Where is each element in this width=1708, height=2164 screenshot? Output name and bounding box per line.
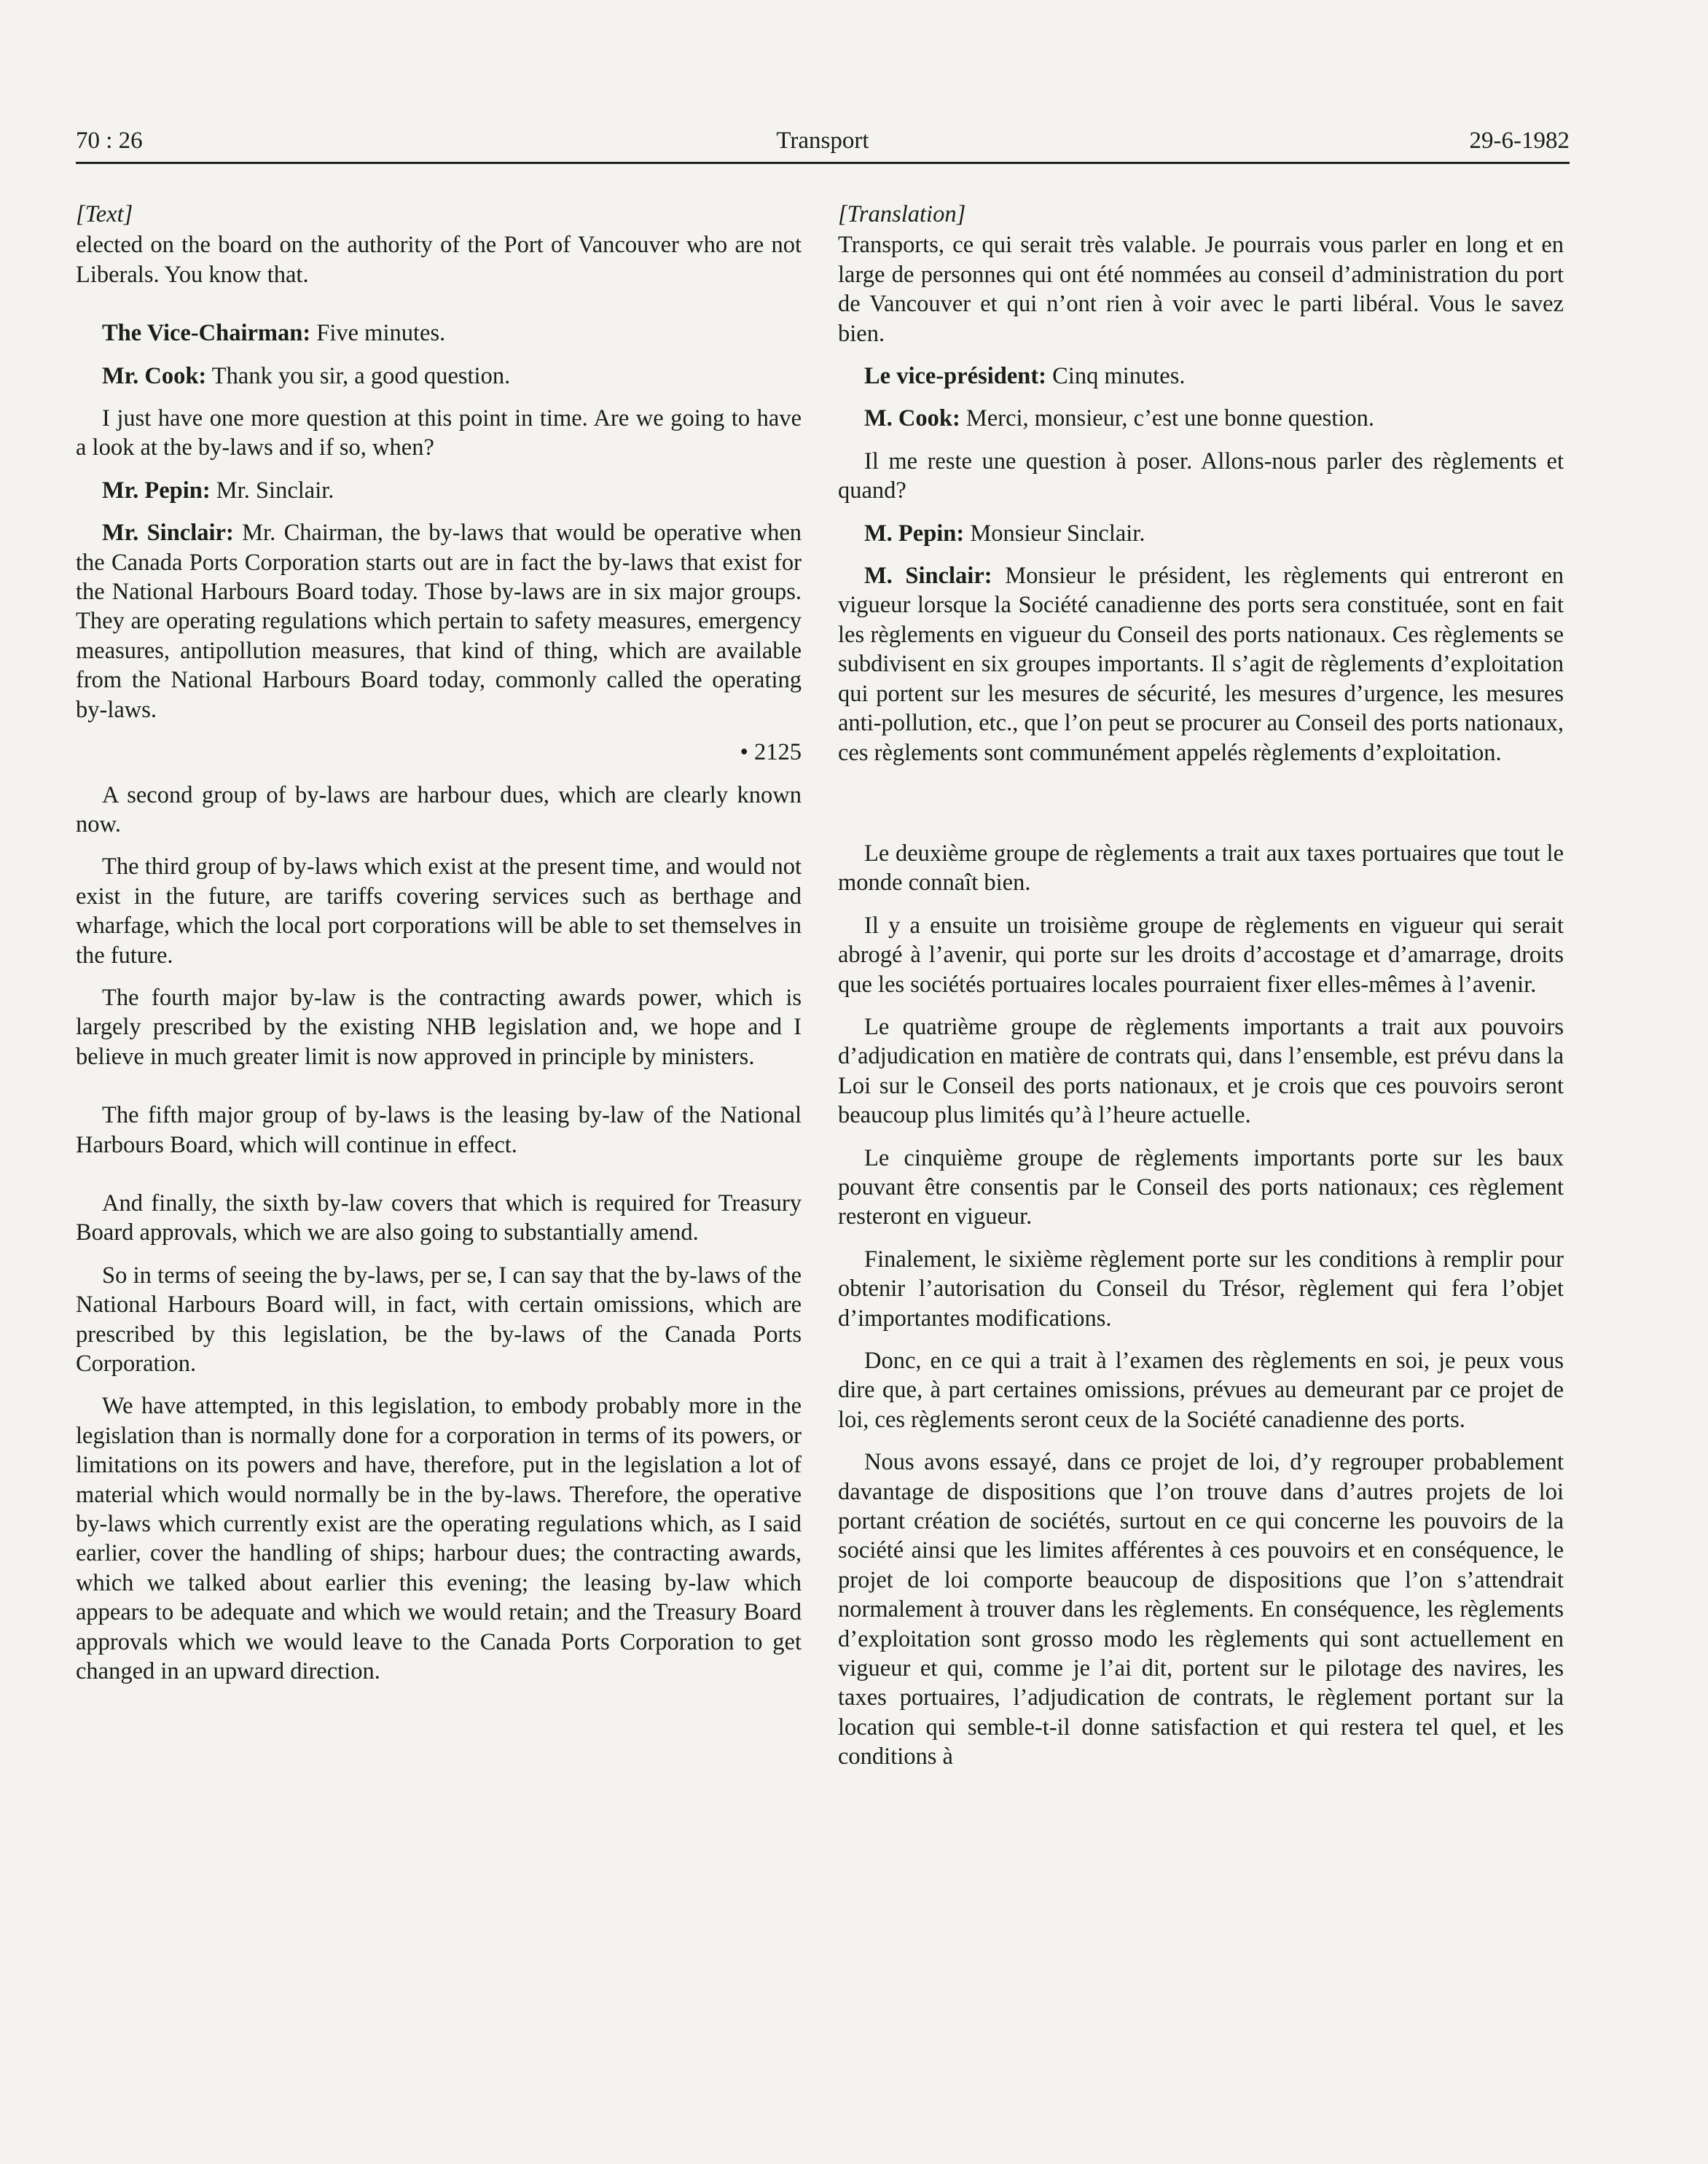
- time-marker: • 2125: [740, 739, 802, 766]
- paragraph: The fifth major group of by-laws is the leasing by-law of the National Harbours Board, which will continue in effect.: [76, 1102, 802, 1158]
- running-title: Transport: [776, 128, 869, 154]
- speaker-name: M. Sinclair:: [864, 563, 992, 590]
- paragraph: The third group of by-laws which exist at the present time, and would not exist in the future, are tariffs covering services such as berthage and wharfage, which the local port corporations will be able to set themselves in the future.: [76, 854, 802, 969]
- paragraph: Il y a ensuite un troisième groupe de règlements en vigueur qui serait abrogé à l’avenir, qui porte sur les droits d’accostage et d’amarrage, droits que les sociétés portuaires locales pourraient fixer elles-mêmes à l’avenir.: [838, 912, 1564, 998]
- page-date: 29-6-1982: [1469, 128, 1570, 154]
- paragraph: M. Cook: Merci, monsieur, c’est une bonne question.: [864, 405, 1375, 432]
- speaker-name: Mr. Cook:: [102, 362, 207, 389]
- speaker-name: Mr. Sinclair:: [102, 520, 234, 547]
- paragraph: Il me reste une question à poser. Allons-nous parler des règlements et quand?: [838, 448, 1564, 504]
- page-header: [76, 122, 1570, 164]
- page-number: 70 : 26: [76, 128, 143, 154]
- paragraph: Le deuxième groupe de règlements a trait aux taxes portuaires que tout le monde connaît bien.: [838, 840, 1564, 897]
- speaker-name: M. Cook:: [864, 405, 960, 432]
- paragraph: M. Sinclair: Monsieur le président, les règlements qui entreront en vigueur lorsque la Société canadienne des ports sera constituée, sont en fait les règlements en vigueur du Conseil des ports nationaux. Ces règlements se subdivisent en six groupes importants. Il s’agit de règlements d’exploitation qui portent sur les mesures de sécurité, les mesures d’urgence, les mesures anti-pollution, etc., que l’on peut se procurer au Conseil des ports nationaux, ces règlements sont communément appelés règlements d’exploitation.: [838, 563, 1564, 766]
- paragraph: elected on the board on the authority of the Port of Vancouver who are not Liberals. You know that.: [76, 232, 802, 288]
- paragraph: Mr. Sinclair: Mr. Chairman, the by-laws that would be operative when the Canada Ports Corporation starts out are in fact the by-laws that exist for the National Harbours Board today. Those by-laws are in six major groups. They are operating regulations which pertain to safety measures, emergency measures, antipollution measures, that kind of thing, which are available from the National Harbours Board today, commonly called the operating by-laws.: [76, 520, 802, 723]
- english-column: [76, 200, 802, 1699]
- speaker-name: Le vice-président:: [864, 363, 1047, 390]
- paragraph: Mr. Pepin: Mr. Sinclair.: [102, 477, 334, 504]
- french-column: [838, 200, 1564, 1785]
- paragraph: We have attempted, in this legislation, to embody probably more in the legislation than is normally done for a corporation in terms of its powers, or limitations on its powers and have, therefore, put in the legislation a lot of material which would normally be in the by-laws. Therefore, the operative by-laws which currently exist are the operating regulations which, as I said earlier, cover the handling of ships; harbour dues; the contracting awards, which we talked about earlier this evening; the leasing by-law which appears to be adequate and which we would retain; and the Treasury Board approvals which we would leave to the Canada Ports Corporation to get changed in an upward direction.: [76, 1393, 802, 1685]
- paragraph: Finalement, le sixième règlement porte sur les conditions à remplir pour obtenir l’autorisation du Conseil du Trésor, règlement qui fera l’objet d’importantes modifications.: [838, 1246, 1564, 1332]
- paragraph: Donc, en ce qui a trait à l’examen des règlements en soi, je peux vous dire que, à part certaines omissions, prévues au demeurant par ce projet de loi, ces règlements seront ceux de la Société canadienne des ports.: [838, 1348, 1564, 1433]
- paragraph: I just have one more question at this point in time. Are we going to have a look at the by-laws and if so, when?: [76, 405, 802, 461]
- paragraph: M. Pepin: Monsieur Sinclair.: [864, 520, 1145, 547]
- speaker-name: M. Pepin:: [864, 520, 965, 547]
- paragraph: So in terms of seeing the by-laws, per se, I can say that the by-laws of the National Harbours Board will, in fact, with certain omissions, which are prescribed by this legislation, be the by-laws of the Canada Ports Corporation.: [76, 1262, 802, 1377]
- paragraph: Mr. Cook: Thank you sir, a good question.: [102, 362, 511, 389]
- paragraph: And finally, the sixth by-law covers that which is required for Treasury Board approvals, which we are also going to substantially amend.: [76, 1190, 802, 1246]
- translation-label: [Translation]: [838, 201, 966, 227]
- paragraph: The Vice-Chairman: Five minutes.: [102, 320, 446, 347]
- paragraph: Le vice-président: Cinq minutes.: [864, 363, 1186, 390]
- text-label: [Text]: [76, 201, 133, 227]
- paragraph: A second group of by-laws are harbour dues, which are clearly known now.: [76, 781, 802, 837]
- paragraph: Transports, ce qui serait très valable. Je pourrais vous parler en long et en large de personnes qui ont été nommées au conseil d’administration du port de Vancouver et qui n’ont rien à voir avec le parti libéral. Vous le savez bien.: [838, 232, 1564, 347]
- paragraph: Nous avons essayé, dans ce projet de loi, d’y regrouper probablement davantage de dispositions que l’on trouve dans d’autres projets de loi portant création de sociétés, surtout en ce qui concerne les pouvoirs de la société ainsi que les limites afférentes à ces pouvoirs et en conséquence, le projet de loi comporte beaucoup de dispositions que l’on s’attendrait normalement à trouver dans les règlements. En conséquence, les règlements d’exploitation sont grosso modo les règlements qui sont actuellement en vigueur et qui, comme je l’ai dit, portent sur le pilotage des navires, les taxes portuaires, l’adjudication de contrats, le règlement portant sur la location qui semble-t-il donne satisfaction et qui restera tel quel, et les conditions à: [838, 1449, 1564, 1770]
- paragraph: Le quatrième groupe de règlements importants a trait aux pouvoirs d’adjudication en matière de contrats qui, dans l’ensemble, est prévu dans la Loi sur le Conseil des ports nationaux, et je crois que ces pouvoirs seront beaucoup plus limités qu’à l’heure actuelle.: [838, 1013, 1564, 1129]
- speaker-name: The Vice-Chairman:: [102, 320, 311, 347]
- paragraph: Le cinquième groupe de règlements importants porte sur les baux pouvant être consentis par le Conseil des ports nationaux; ces règlement resteront en vigueur.: [838, 1144, 1564, 1230]
- paragraph: The fourth major by-law is the contracting awards power, which is largely prescribed by the existing NHB legislation and, we hope and I believe in much greater limit is now approved in principle by ministers.: [76, 984, 802, 1070]
- speaker-name: Mr. Pepin:: [102, 477, 211, 504]
